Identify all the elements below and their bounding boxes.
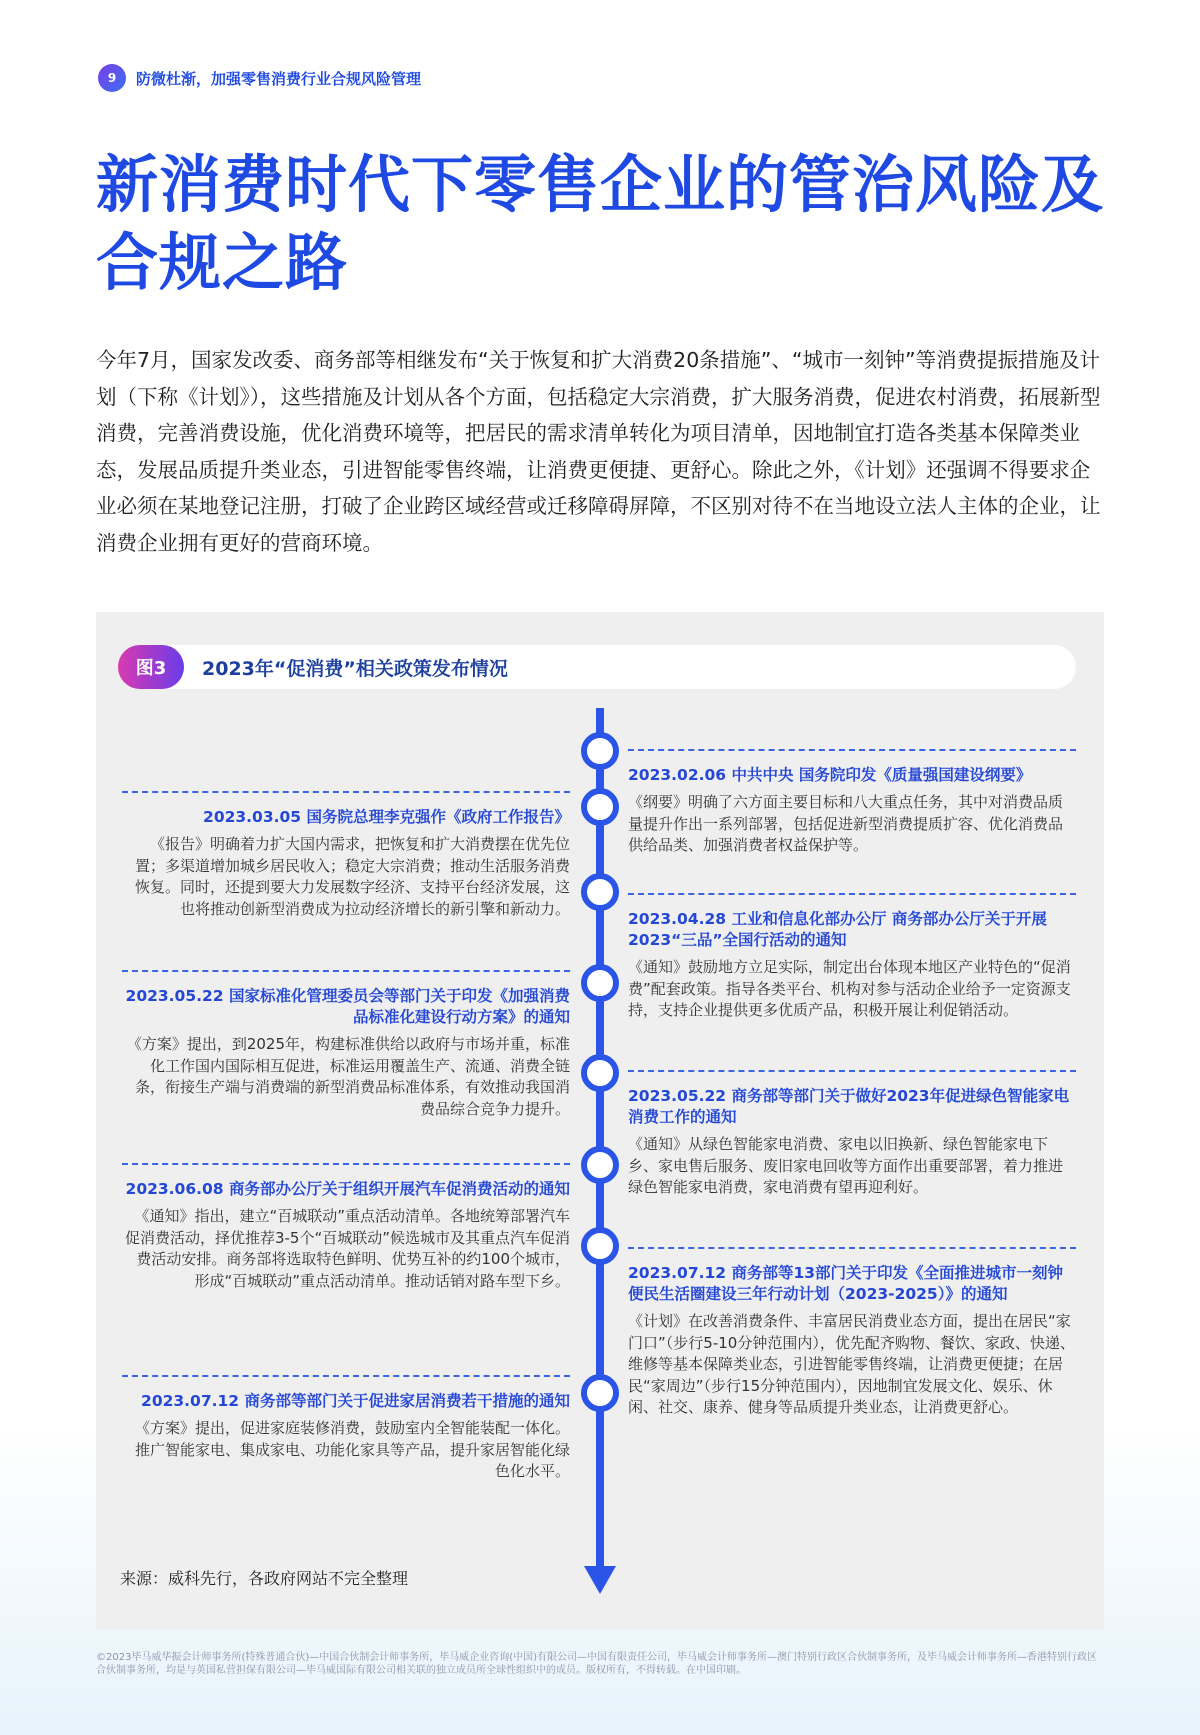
entry-title: 2023.05.22 国家标准化管理委员会等部门关于印发《加强消费品标准化建设行动方案》的通知 (125, 987, 570, 1026)
entry-title: 2023.06.08 商务部办公厅关于组织开展汽车促消费活动的通知 (125, 1180, 570, 1198)
timeline-entry-right (628, 1070, 1076, 1199)
timeline-entry-left (122, 791, 570, 920)
entry-title: 2023.07.12 商务部等部门关于促进家居消费若干措施的通知 (141, 1392, 570, 1410)
dashed-divider (122, 791, 570, 793)
page-header (98, 64, 421, 92)
timeline-entry-left (122, 1375, 570, 1483)
entry-title: 2023.05.22 商务部等部门关于做好2023年促进绿色智能家电消费工作的通知 (628, 1087, 1070, 1126)
entry-body: 《纲要》明确了六方面主要目标和八大重点任务，其中对消费品质量提升作出一系列部署，包括促进新型消费提质扩容、优化消费品供给品类、加强消费者权益保护等。 (628, 793, 1064, 854)
timeline-entry-left (122, 970, 570, 1120)
section-title: 防微杜渐，加强零售消费行业合规风险管理 (136, 69, 422, 88)
entry-body: 《报告》明确着力扩大国内需求，把恢复和扩大消费摆在优先位置；多渠道增加城乡居民收入；稳定大宗消费；推动生活服务消费恢复。同时，还提到要大力发展数字经济、支持平台经济发展，这也将推动创新型消费成为拉动经济增长的新引擎和新动力。 (134, 835, 570, 918)
entry-body: 《方案》提出，促进家庭装修消费，鼓励室内全智能装配一体化。推广智能家电、集成家电、功能化家具等产品，提升家居智能化绿色化水平。 (134, 1419, 570, 1480)
dashed-divider (628, 1070, 1076, 1072)
dashed-divider (628, 749, 1076, 751)
entry-body: 《通知》鼓励地方立足实际，制定出台体现本地区产业特色的“促消费”配套政策。指导各类平台、机构对参与活动企业给予一定资源支持，支持企业提供更多优质产品，积极开展让利促销活动。 (628, 958, 1071, 1019)
entry-title: 2023.02.06 中共中央 国务院印发《质量强国建设纲要》 (628, 766, 1032, 784)
dashed-divider (122, 1375, 570, 1377)
entry-title: 2023.04.28 工业和信息化部办公厅 商务部办公厅关于开展2023“三品”全国行活动的通知 (628, 910, 1047, 949)
dashed-divider (628, 893, 1076, 895)
timeline-entry-right (628, 893, 1076, 1022)
dashed-divider (122, 970, 570, 972)
entry-title: 2023.07.12 商务部等13部门关于印发《全面推进城市一刻钟便民生活圈建设三年行动计划（2023-2025）》的通知 (628, 1264, 1064, 1303)
copyright-footer: ©2023毕马威华振会计师事务所(特殊普通合伙)—中国合伙制会计师事务所，毕马威企业咨询(中国)有限公司—中国有限责任公司，毕马威会计师事务所—澳门特别行政区合伙制事务所，及毕马威会计师事务所—香港特别行政区合伙制事务所，均是与英国私营担保有限公司—毕马威国际有限公司相关联的独立成员所全球性组织中的成员。版权所有，不得转载。在中国印刷。 (96, 1652, 1098, 1676)
figure-badge: 图3 (118, 645, 184, 689)
page-title: 新消费时代下零售企业的管治风险及合规之路 (96, 148, 1105, 299)
timeline-entry-left (122, 1163, 570, 1292)
figure-source: 来源：威科先行，各政府网站不完全整理 (120, 1569, 409, 1588)
figure-title: 2023年“促消费”相关政策发布情况 (202, 657, 508, 680)
intro-paragraph: 今年7月，国家发改委、商务部等相继发布“关于恢复和扩大消费20条措施”、“城市一刻钟”等消费提振措施及计划（下称《计划》），这些措施及计划从各个方面，包括稳定大宗消费，扩大服务消费，促进农村消费，拓展新型消费，完善消费设施，优化消费环境等，把居民的需求清单转化为项目清单，因地制宜打造各类基本保障类业态，发展品质提升类业态，引进智能零售终端，让消费更便捷、更舒心。除此之外，《计划》还强调不得要求企业必须在某地登记注册，打破了企业跨区域经营或迁移障碍屏障，不区别对待不在当地设立法人主体的企业，让消费企业拥有更好的营商环境。 (96, 348, 1101, 555)
page-number-badge: 9 (98, 64, 126, 92)
entry-body: 《方案》提出，到2025年，构建标准供给以政府与市场并重，标准化工作国内国际相互促进，标准运用覆盖生产、流通、消费全链条，衔接生产端与消费端的新型消费品标准体系，有效推动我国消费品综合竞争力提升。 (126, 1035, 570, 1118)
dashed-divider (628, 1247, 1076, 1249)
entry-body: 《通知》指出，建立“百城联动”重点活动清单。各地统筹部署汽车促消费活动，择优推荐3-5个“百城联动”候选城市及其重点汽车促消费活动安排。商务部将选取特色鲜明、优势互补的约100个城市，形成“百城联动”重点活动清单。推动话销对路车型下乡。 (124, 1207, 570, 1290)
entry-title: 2023.03.05 国务院总理李克强作《政府工作报告》 (203, 808, 570, 826)
entry-body: 《通知》从绿色智能家电消费、家电以旧换新、绿色智能家电下乡、家电售后服务、废旧家电回收等方面作出重要部署，着力推进绿色智能家电消费，家电消费有望再迎利好。 (628, 1135, 1064, 1196)
timeline-entry-right (628, 1247, 1076, 1419)
entry-body: 《计划》在改善消费条件、丰富居民消费业态方面，提出在居民“家门口”（步行5-10分钟范围内），优先配齐购物、餐饮、家政、快递、维修等基本保障类业态，引进智能零售终端，让消费更便捷；在居民“家周边”（步行15分钟范围内），因地制宜发展文化、娱乐、休闲、社交、康养、健身等品质提升类业态，让消费更舒心。 (628, 1312, 1075, 1416)
timeline-entry-right (628, 749, 1076, 857)
figure-caption-bar (118, 645, 1076, 689)
dashed-divider (122, 1163, 570, 1165)
